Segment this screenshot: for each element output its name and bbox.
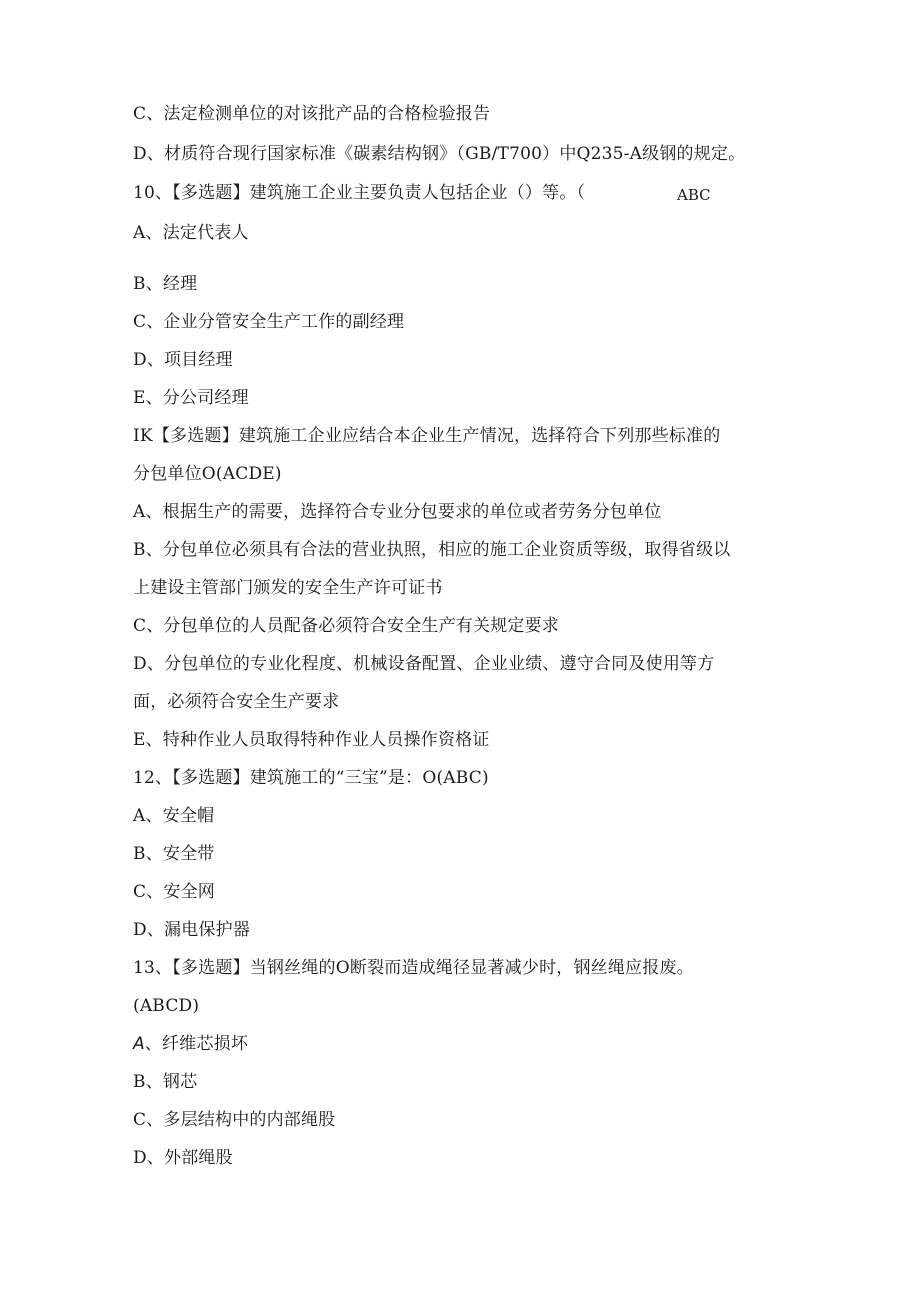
q12-option-a: A、安全帽 [133,806,215,826]
q12-option-b: B、安全带 [133,844,215,864]
q13-question: 13、【多选题】当钢丝绳的O断裂而造成绳径显著减少时，钢丝绳应报废。 [133,958,694,978]
q13-option-c: C、多层结构中的内部绳股 [133,1110,336,1130]
q10-question: 10、【多选题】建筑施工企业主要负责人包括企业（）等。（ [133,183,586,203]
q11-question-cont: 分包单位O(ACDE) [133,464,282,484]
q13-option-a-letter: A [133,1034,145,1054]
q11-option-b: B、分包单位必须具有合法的营业执照，相应的施工企业资质等级，取得省级以 [133,540,731,560]
q10-option-c: C、企业分管安全生产工作的副经理 [133,312,405,332]
q11-option-b-cont: 上建设主管部门颁发的安全生产许可证书 [133,578,443,598]
q11-option-a: A、根据生产的需要，选择符合专业分包要求的单位或者劳务分包单位 [133,502,662,522]
q11-option-d-cont: 面，必须符合安全生产要求 [133,692,340,712]
q13-answer: (ABCD) [133,996,200,1016]
q13-option-a [133,1033,783,1055]
q13-option-b: B、钢芯 [133,1072,198,1092]
q10-option-d: D、项目经理 [133,350,233,370]
q13-option-d: D、外部绳股 [133,1148,233,1168]
q11-option-d: D、分包单位的专业化程度、机械设备配置、企业业绩、遵守合同及使用等方 [133,654,715,674]
q10-answer: ABC [677,186,711,204]
q9-option-d: D、材质符合现行国家标准《碳素结构钢》（GB/T700）中Q235-A级钢的规定。 [133,144,746,164]
q13-option-a-text: 、纤维芯损坏 [144,1034,249,1054]
q11-question: IK【多选题】建筑施工企业应结合本企业生产情况，选择符合下列那些标准的 [133,426,721,446]
q10-option-a: A、法定代表人 [133,223,249,243]
q12-question: 12、【多选题】建筑施工的“三宝”是：O(ABC) [133,768,489,788]
q12-option-d: D、漏电保护器 [133,920,251,940]
q10-option-e: E、分公司经理 [133,388,249,408]
q11-option-e: E、特种作业人员取得特种作业人员操作资格证 [133,730,490,750]
q9-option-c: C、法定检测单位的对该批产品的合格检验报告 [133,104,491,124]
q11-option-c: C、分包单位的人员配备必须符合安全生产有关规定要求 [133,616,560,636]
q10-option-b: B、经理 [133,274,198,294]
q12-option-c: C、安全网 [133,882,216,902]
